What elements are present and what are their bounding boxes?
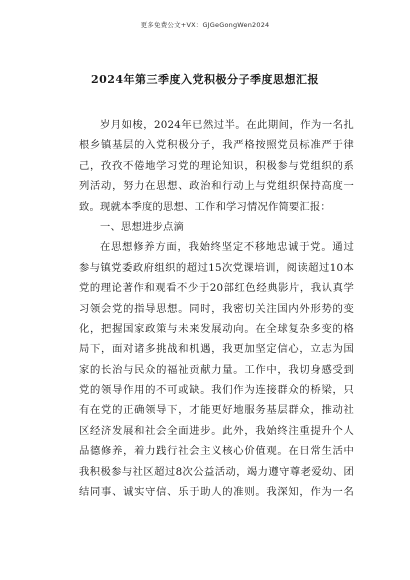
paragraph-line: 局下，面对诸多挑战和机遇，我更加坚定信心，立志为国 [79, 343, 354, 356]
paragraph-line: 党的领导作用的不可或缺。我们作为连接群众的桥梁，只 [79, 384, 354, 397]
paragraph-line: 岁月如梭，2024年已然过半。在此期间，作为一名扎 [100, 119, 354, 131]
paragraph-line: 化，把握国家政策与未来发展动向。在全球复杂多变的格 [79, 322, 354, 335]
header-note: 更多免费公文+VX：GJGeGongWen2024 [140, 21, 270, 29]
paragraph-line: 列活动，努力在思想、政治和行动上与党组织保持高度一 [79, 180, 354, 193]
paragraph-line: 区经济发展和社会全面进步。此外，我始终注重提升个人 [79, 424, 354, 437]
document-body [79, 115, 354, 502]
paragraph-line: 党的理论著作和观看不少于20部红色经典影片，我认真学 [79, 282, 354, 295]
paragraph-line: 根乡镇基层的入党积极分子，我严格按照党员标准严于律 [79, 139, 354, 152]
paragraph-line: 致。现就本季度的思想、工作和学习情况作简要汇报： [79, 200, 331, 213]
paragraph-line: 家的长治与民众的福祉贡献力量。工作中，我切身感受到 [79, 363, 354, 376]
paragraph-line: 我积极参与社区超过8次公益活动，竭力遵守尊老爱幼、团 [79, 465, 354, 478]
paragraph-line: 一、思想进步点滴 [100, 220, 184, 233]
paragraph-line: 参与镇党委政府组织的超过15次党课培训，阅读超过10本 [79, 261, 354, 274]
paragraph-line: 在思想修养方面，我始终坚定不移地忠诚于党。通过 [100, 241, 354, 254]
paragraph-line: 己，孜孜不倦地学习党的理论知识，积极参与党组织的系 [79, 159, 354, 172]
paragraph-line: 有在党的正确领导下，才能更好地服务基层群众，推动社 [79, 404, 354, 417]
paragraph-line: 习领会党的指导思想。同时，我密切关注国内外形势的变 [79, 302, 354, 315]
paragraph-line: 结同事、诚实守信、乐于助人的准则。我深知，作为一名 [79, 486, 354, 499]
document-title: 2024年第三季度入党积极分子季度思想汇报 [90, 73, 320, 86]
paragraph-line: 品德修养，着力践行社会主义核心价值观。在日常生活中 [79, 445, 354, 458]
